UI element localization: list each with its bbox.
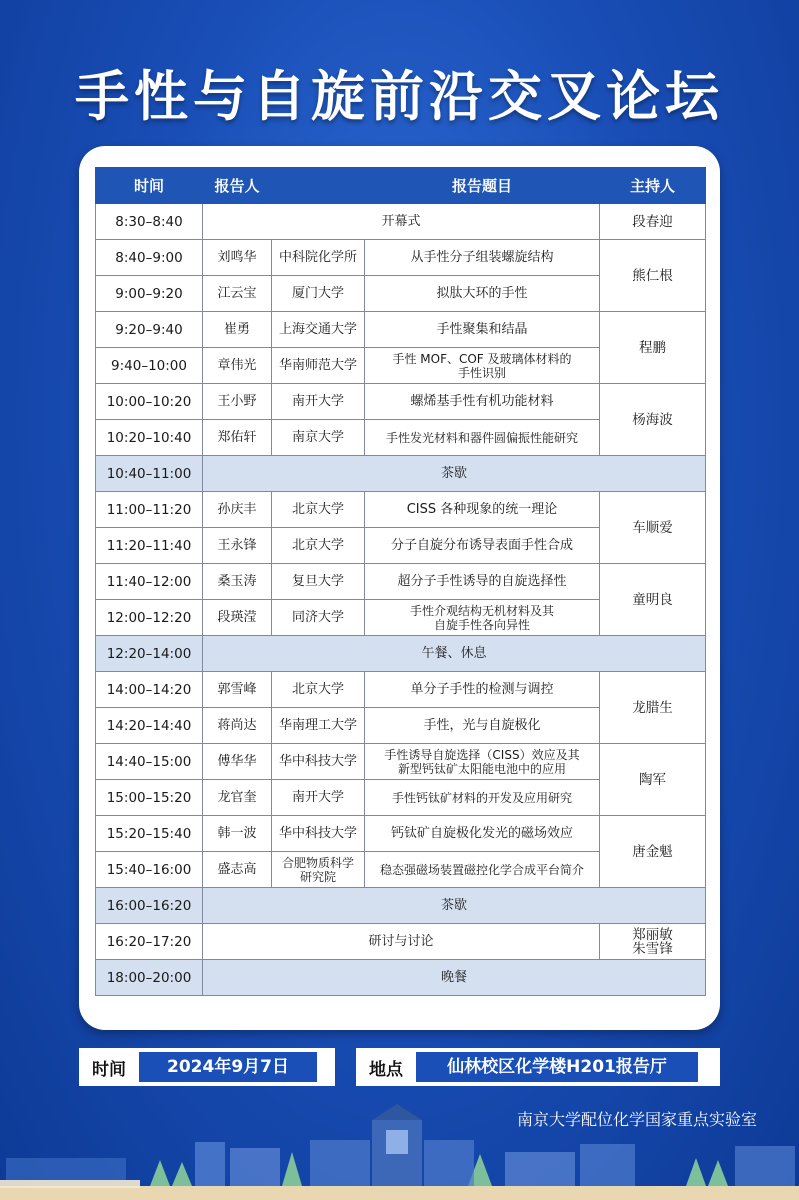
row-time: 15:00–15:20 — [96, 780, 203, 816]
row-speaker: 盛志高 — [203, 852, 272, 888]
header-speaker: 报告人 — [203, 168, 272, 204]
row-time: 10:00–10:20 — [96, 384, 203, 420]
row-topic: 手性聚集和结晶 — [365, 312, 600, 348]
header-time: 时间 — [96, 168, 203, 204]
table-row — [96, 924, 706, 960]
schedule-table — [95, 167, 706, 996]
row-time: 9:20–9:40 — [96, 312, 203, 348]
row-time: 14:00–14:20 — [96, 672, 203, 708]
topic-line: 手性诱导自旋选择（CISS）效应及其 — [384, 747, 580, 762]
row-speaker: 韩一波 — [203, 816, 272, 852]
table-row — [96, 672, 706, 708]
row-affiliation: 华中科技大学 — [272, 816, 365, 852]
row-time: 11:00–11:20 — [96, 492, 203, 528]
row-time: 10:40–11:00 — [96, 456, 203, 492]
row-topic — [365, 600, 600, 636]
row-affiliation: 华南理工大学 — [272, 708, 365, 744]
row-time: 10:20–10:40 — [96, 420, 203, 456]
row-topic: CISS 各种现象的统一理论 — [365, 492, 600, 528]
date-value: 2024年9月7日 — [139, 1052, 317, 1082]
chair-line: 郑丽敏 — [632, 926, 673, 943]
row-affiliation: 厦门大学 — [272, 276, 365, 312]
row-affiliation: 华中科技大学 — [272, 744, 365, 780]
row-topic: 螺烯基手性有机功能材料 — [365, 384, 600, 420]
topic-line: 手性识别 — [457, 365, 506, 380]
row-affiliation: 北京大学 — [272, 528, 365, 564]
row-speaker: 孙庆丰 — [203, 492, 272, 528]
row-topic: 茶歇 — [203, 888, 706, 924]
venue-value: 仙林校区化学楼H201报告厅 — [416, 1052, 698, 1082]
row-time: 11:20–11:40 — [96, 528, 203, 564]
row-topic: 钙钛矿自旋极化发光的磁场效应 — [365, 816, 600, 852]
row-time: 8:30–8:40 — [96, 204, 203, 240]
row-topic: 从手性分子组装螺旋结构 — [365, 240, 600, 276]
row-topic: 晚餐 — [203, 960, 706, 996]
row-time: 16:20–17:20 — [96, 924, 203, 960]
table-row — [96, 636, 706, 672]
row-chair: 程鹏 — [600, 312, 706, 384]
row-time: 15:40–16:00 — [96, 852, 203, 888]
header-affiliation — [272, 168, 365, 204]
row-speaker: 郑佑轩 — [203, 420, 272, 456]
row-speaker: 王永锋 — [203, 528, 272, 564]
affiliation-line: 研究院 — [299, 869, 336, 884]
row-chair: 唐金魁 — [600, 816, 706, 888]
row-affiliation: 北京大学 — [272, 672, 365, 708]
row-chair: 车顺爱 — [600, 492, 706, 564]
row-time: 12:00–12:20 — [96, 600, 203, 636]
topic-line: 手性介观结构无机材料及其 — [409, 603, 554, 618]
row-chair: 龙腊生 — [600, 672, 706, 744]
row-affiliation: 复旦大学 — [272, 564, 365, 600]
table-row — [96, 456, 706, 492]
row-speaker: 龙官奎 — [203, 780, 272, 816]
row-chair: 熊仁根 — [600, 240, 706, 312]
row-time: 14:20–14:40 — [96, 708, 203, 744]
row-topic: 手性钙钛矿材料的开发及应用研究 — [365, 780, 600, 816]
row-speaker: 郭雪峰 — [203, 672, 272, 708]
row-chair: 杨海波 — [600, 384, 706, 456]
row-time: 18:00–20:00 — [96, 960, 203, 996]
row-speaker: 蒋尚达 — [203, 708, 272, 744]
row-time: 16:00–16:20 — [96, 888, 203, 924]
venue-label: 地点 — [369, 1059, 403, 1080]
row-speaker: 江云宝 — [203, 276, 272, 312]
campus-skyline-illustration — [0, 1100, 799, 1200]
row-speaker: 王小野 — [203, 384, 272, 420]
row-speaker: 桑玉涛 — [203, 564, 272, 600]
table-row — [96, 384, 706, 420]
header-topic: 报告题目 — [365, 168, 600, 204]
table-row — [96, 816, 706, 852]
row-time: 14:40–15:00 — [96, 744, 203, 780]
forum-title: 手性与自旋前沿交叉论坛 — [75, 65, 724, 128]
row-chair: 段春迎 — [600, 204, 706, 240]
row-affiliation: 南开大学 — [272, 384, 365, 420]
row-topic: 稳态强磁场装置磁控化学合成平台简介 — [365, 852, 600, 888]
topic-line: 新型钙钛矿太阳能电池中的应用 — [397, 761, 566, 776]
table-row — [96, 240, 706, 276]
row-affiliation: 华南师范大学 — [272, 348, 365, 384]
row-topic: 开幕式 — [203, 204, 600, 240]
row-topic: 单分子手性的检测与调控 — [365, 672, 600, 708]
row-affiliation: 北京大学 — [272, 492, 365, 528]
topic-line: 自旋手性各向异性 — [433, 617, 530, 632]
table-row — [96, 312, 706, 348]
row-time: 11:40–12:00 — [96, 564, 203, 600]
row-speaker: 章伟光 — [203, 348, 272, 384]
row-time: 9:00–9:20 — [96, 276, 203, 312]
row-affiliation: 中科院化学所 — [272, 240, 365, 276]
date-bar — [79, 1048, 335, 1086]
row-topic: 超分子手性诱导的自旋选择性 — [365, 564, 600, 600]
row-time: 8:40–9:00 — [96, 240, 203, 276]
row-time: 12:20–14:00 — [96, 636, 203, 672]
row-affiliation — [272, 852, 365, 888]
row-topic — [365, 348, 600, 384]
row-affiliation: 上海交通大学 — [272, 312, 365, 348]
organizer-name: 南京大学配位化学国家重点实验室 — [516, 1110, 757, 1129]
row-time: 15:20–15:40 — [96, 816, 203, 852]
row-chair: 陶军 — [600, 744, 706, 816]
row-affiliation: 同济大学 — [272, 600, 365, 636]
table-row — [96, 492, 706, 528]
row-affiliation: 南京大学 — [272, 420, 365, 456]
topic-line: 手性 MOF、COF 及玻璃体材料的 — [392, 351, 572, 366]
table-row — [96, 744, 706, 780]
header-chair: 主持人 — [600, 168, 706, 204]
row-time: 9:40–10:00 — [96, 348, 203, 384]
row-topic: 研讨与讨论 — [203, 924, 600, 960]
row-speaker: 段瑛滢 — [203, 600, 272, 636]
row-topic: 茶歇 — [203, 456, 706, 492]
date-label: 时间 — [92, 1059, 126, 1080]
row-affiliation: 南开大学 — [272, 780, 365, 816]
table-row — [96, 888, 706, 924]
affiliation-line: 合肥物质科学 — [281, 855, 354, 870]
table-row — [96, 204, 706, 240]
row-topic: 手性，光与自旋极化 — [365, 708, 600, 744]
row-speaker: 崔勇 — [203, 312, 272, 348]
chair-line: 朱雪锋 — [632, 940, 673, 957]
row-topic: 分子自旋分布诱导表面手性合成 — [365, 528, 600, 564]
row-topic: 午餐、休息 — [203, 636, 706, 672]
row-chair: 童明良 — [600, 564, 706, 636]
table-header — [96, 168, 706, 204]
row-topic — [365, 744, 600, 780]
row-speaker: 刘鸣华 — [203, 240, 272, 276]
table-row — [96, 960, 706, 996]
row-topic: 拟肽大环的手性 — [365, 276, 600, 312]
row-speaker: 傅华华 — [203, 744, 272, 780]
table-row — [96, 564, 706, 600]
row-topic: 手性发光材料和器件圆偏振性能研究 — [365, 420, 600, 456]
venue-bar — [356, 1048, 720, 1086]
row-chair — [600, 924, 706, 960]
